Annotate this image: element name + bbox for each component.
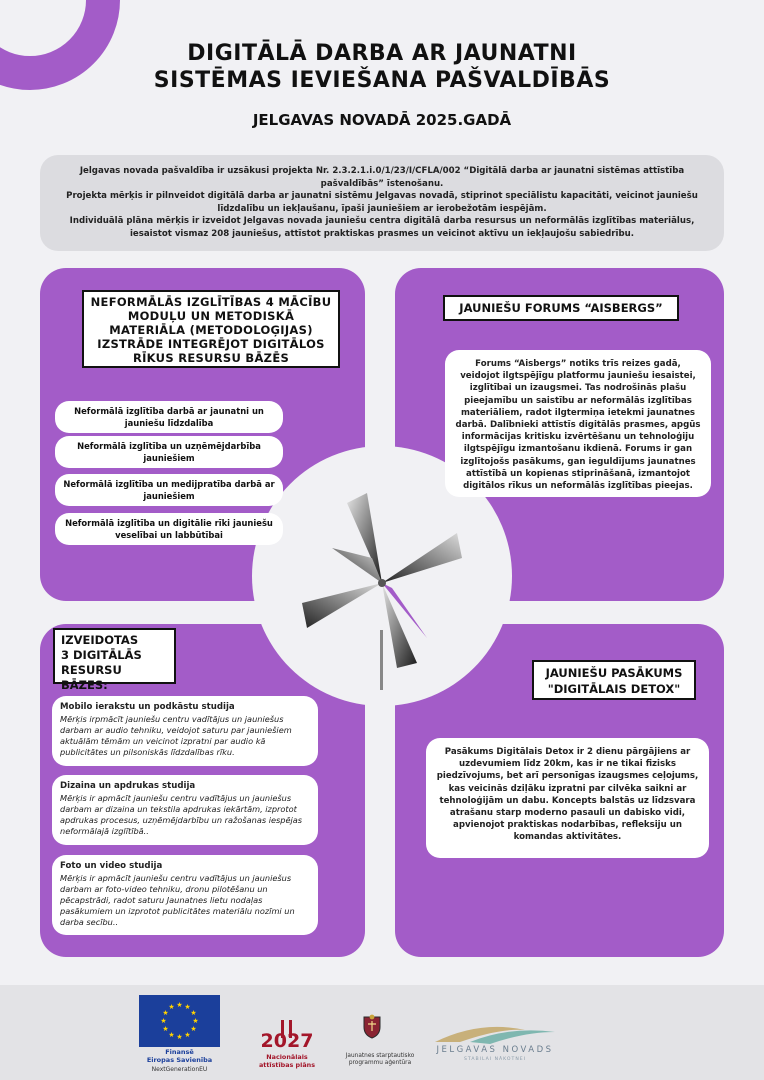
digital-detox-text: Pasākums Digitālais Detox ir 2 dienu pārgājiens ar uzdevumiem līdz 20km, kas ir ne tikai fizisks piedzīvojums, bet arī personīgas izaugsmes ceļojums, kas veicinās dziļāku izpratni par cilvēka saikni ar tehnoloģijām un dabu. Koncepts balstās uz līdzsvara atrašanu starp moderno pasauli un dabisko vidi, apvienojot praktiskas nodarbības, refleksiju un komandas aktivitātes. [426,738,709,858]
svg-text:★: ★ [184,1003,191,1011]
resource-bases-heading [53,628,176,692]
intro-paragraph-2: Projekta mērķis ir pilnveidot digitālā darba ar jaunatni sistēmu Jelgavas novadā, stiprinot speciālistu kapacitāti, veicinot jauniešu līdzdalību un iekļaušanu, īpaši jauniešiem ar ierobežotām iespējām. [66,191,698,214]
nap-caption-line: Nacionālais [266,1053,308,1061]
nap-caption-line: attīstības plāns [258,1060,315,1069]
eu-caption-line: Eiropas Savienība [146,1055,213,1064]
jelgava-novads-name: JELGAVAS NOVADS [436,1045,554,1055]
nap-year: 2027 [260,1030,314,1052]
eu-caption [139,1049,220,1064]
intro-paragraph-1: Jelgavas novada pašvaldība ir uzsākusi projekta Nr. 2.3.2.1.i.0/1/23/I/CFLA/002 “Digitālā darba ar jaunatni sistēmas attīstība pašvaldībās” īstenošanu. [79,166,685,189]
svg-text:★: ★ [190,1025,197,1033]
studio-card-photo-video [52,855,318,935]
nap-caption [252,1054,322,1070]
svg-text:★: ★ [190,1009,197,1017]
studio-card-design [52,775,318,845]
eu-nextgen: NextGenerationEU [151,1066,208,1073]
eu-flag-icon [139,995,220,1047]
studio-description: Mērķis ir apmācīt jauniešu centru vadītājus un jauniešus darbam ar foto-video tehniku, dronu pilotēšanu un pēcapstrādi, radot saturu Jaunatnes lietu nodaļas pasākumiem un izprotot publicitātes materiālu nozīmi un darba secību.. [60,873,295,927]
studio-name: Foto un video studija [60,861,163,871]
svg-text:★: ★ [184,1031,191,1039]
intro-box [40,155,724,251]
jelgava-novads-logo-icon [430,1022,560,1046]
module-item: Neformālā izglītība un uzņēmējdarbība jauniešiem [55,436,283,468]
jelgava-novads-tagline: STABILAI NĀKOTNEI [463,1057,527,1062]
module-item: Neformālā izglītība darbā ar jaunatni un jauniešu līdzdalība [55,401,283,433]
intro-paragraph-3: Individuālā plāna mērķis ir izveidot Jelgavas novada jauniešu centra digitālā darba resursus un neformālās izglītības materiālus, iesaistot vismaz 208 jauniešus, attīstot praktiskas prasmes un veicinot aktīvu un iekļaujošu sabiedrību. [69,216,695,239]
pinwheel-icon [292,488,472,678]
page-subtitle: JELGAVAS NOVADĀ 2025.GADĀ [252,111,512,129]
heading-line: 3 DIGITĀLĀS [61,648,142,662]
page-title [0,40,764,94]
jsa-caption-line: programmu aģentūra [348,1060,412,1066]
module-item: Neformālā izglītība un digitālie rīki jauniešu veselībai un labbūtībai [55,513,283,545]
svg-text:★: ★ [160,1017,167,1025]
eu-caption-line: Finansē [165,1048,194,1056]
module-item: Neformālā izglītība un medijpratība darbā ar jauniešiem [55,474,283,506]
title-line-2: SISTĒMAS IEVIEŠANA PAŠVALDĪBĀS [153,68,611,93]
svg-text:★: ★ [162,1009,169,1017]
heading-line: "DIGITĀLAIS DETOX" [547,682,681,696]
education-modules-heading: NEFORMĀLĀS IZGLĪTĪBAS 4 MĀCĪBU MODUĻU UN METODISKĀ MATERIĀLA (METODOLOĢIJAS) IZSTRĀDE INTEGRĒJOT DIGITĀLOS RĪKUS RESURSU BĀZĒS [82,290,340,368]
title-line-1: DIGITĀLĀ DARBA AR JAUNATNI [187,41,577,66]
youth-forum-text: Forums “Aisbergs” notiks trīs reizes gadā, veidojot ilgtspējīgu platformu jauniešu iesaistei, izglītībai un izaugsmei. Tas nodrošinās plašu pieejamību un saistību ar neformālās izglītības materiāliem, radot ilgtermiņa ietekmi jaunatnes darbā. Dalībnieki attīstīs digitālās prasmes, apgūs informācijas kritisku izvērtēšanu un tehnoloģiju ilgtspējīgu izmantošanu ikdienā. Forums ir gan izglītojošs pasākums, gan ieguldījums jaunatnes attīstībā un kopienas stiprināšanā, izmantojot digitālos rīkus un neformālās izglītības pieejas. [445,350,711,497]
svg-text:★: ★ [176,1033,183,1041]
studio-name: Mobilo ierakstu un podkāstu studija [60,702,235,712]
svg-text:★: ★ [192,1017,199,1025]
latvia-crest-icon [362,1013,382,1039]
studio-card-podcast [52,696,318,766]
studio-name: Dizaina un apdrukas studija [60,781,196,791]
svg-text:★: ★ [176,1001,183,1009]
jsa-caption [340,1053,420,1067]
youth-forum-heading: JAUNIEŠU FORUMS “AISBERGS” [443,295,679,321]
heading-line: RESURSU BĀZES: [61,663,122,692]
studio-description: Mērķis irpmācīt jauniešu centru vadītājus un jauniešus darbam ar audio tehniku, veidojot saturu par jauniešiem aktuālām tēmām un veicinot izpratni par audio kā publicitātes un pilsoniskās līdzdalības rīku. [60,714,292,757]
jsa-caption-line: Jaunatnes starptautisko [345,1053,415,1059]
studio-description: Mērķis ir apmācīt jauniešu centru vadītājus un jauniešus darbam ar dizaina un tekstila apdrukas iekārtām, izprotot apdrukas procesus, uzņēmējdarbību un ražošanas iespējas neformālajā izglītībā.. [60,793,303,836]
svg-text:★: ★ [168,1031,175,1039]
svg-text:★: ★ [168,1003,175,1011]
digital-detox-heading [532,660,696,700]
svg-text:★: ★ [162,1025,169,1033]
heading-line: IZVEIDOTAS [61,633,139,647]
heading-line: JAUNIEŠU PASĀKUMS [545,666,683,680]
